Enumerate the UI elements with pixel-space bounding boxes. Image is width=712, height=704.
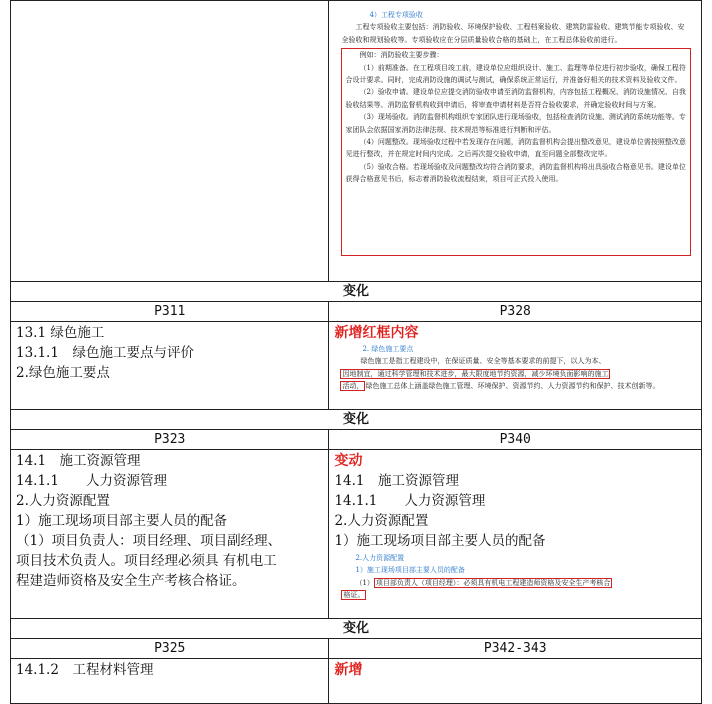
change-note: 新增 — [334, 662, 363, 678]
highlight-box: 活动， — [342, 382, 364, 391]
new-line: 1）施工现场项目部主要人员的配备 — [334, 533, 546, 549]
change-row — [11, 619, 702, 639]
old-line: 14.1.1 人力资源管理 — [16, 473, 167, 489]
old-content-cell — [11, 659, 329, 704]
old-content-cell — [11, 450, 329, 619]
page-header-row — [11, 639, 702, 659]
old-page-number: P311 — [11, 302, 329, 322]
content-row-green-construction — [11, 322, 702, 410]
old-line: 14.1.2 工程材料管理 — [16, 662, 154, 678]
highlight-box: 项目部负责人（项目经理）：必须具有机电工程建造师资格及安全生产考核合 — [375, 578, 611, 587]
change-label: 变化 — [11, 410, 702, 430]
page-header-row — [11, 430, 702, 450]
excerpt-intro: 工程专项验收主要包括：消防验收、环境保护验收、工程档案验收、建筑防雷验收、建筑节能专项验收、安全验收和规划验收等。专项验收应在分层质量验收合格的基础上，在工程总体验收前进行。 — [341, 23, 685, 44]
excerpt-text: 绿色施工总体上涵盖绿色施工管理、环境保护、资源节约、人力资源节约和保护、技术创新等。 — [365, 382, 660, 391]
example-title: 例如：消防验收主要步骤： — [359, 51, 444, 60]
new-page-number: P328 — [329, 302, 702, 322]
change-label: 变化 — [11, 619, 702, 639]
change-note: 新增红框内容 — [334, 325, 419, 341]
excerpt-heading: 2.人力资源配置 — [355, 554, 405, 562]
old-line: 14.1 施工资源管理 — [16, 453, 141, 469]
excerpt-text: （1） — [355, 578, 374, 587]
old-page-number: P325 — [11, 639, 329, 659]
new-line: 14.1.1 人力资源管理 — [334, 493, 486, 509]
new-content-cell — [329, 450, 702, 619]
old-line: 2.人力资源配置 — [16, 493, 110, 509]
comparison-table — [10, 0, 702, 704]
old-content-cell — [11, 322, 329, 410]
old-line: 项目技术负责人。项目经理必须具 有机电工 — [16, 553, 277, 569]
change-note: 变动 — [334, 453, 363, 469]
left-empty-cell — [11, 1, 329, 282]
old-line: 13.1 绿色施工 — [16, 325, 105, 341]
excerpt-heading: 2. 绿色施工要点 — [362, 345, 414, 353]
change-row — [11, 410, 702, 430]
highlight-box: 因地制宜，通过科学管理和技术进步，最大限度地节约资源，减少环境负面影响的施工 — [342, 369, 609, 378]
step-3: （3）现场验收。消防监督机构组织专家团队进行现场验收，包括检查消防设施、测试消防系统功能等。专家团队会依据国家消防法律法规、技术规范等标准进行判断和评估。 — [345, 113, 686, 134]
content-row-resource-management — [11, 450, 702, 619]
old-line: 13.1.1 绿色施工要点与评价 — [16, 345, 194, 361]
excerpt-heading: 4）工程专项验收 — [369, 11, 423, 19]
step-2: （2）验收申请。建设单位应提交消防验收申请至消防监督机构，内容包括工程概况、消防设施情况、自我验收结果等。消防监督机构收到申请后，将审查申请材料是否符合验收要求，并确定验收时间与方案。 — [345, 88, 686, 109]
excerpt-cell-fire-acceptance — [329, 1, 702, 282]
excerpt-text: 绿色施工是指工程建设中，在保证质量、安全等基本要求的前提下，以人为本、 — [360, 357, 606, 366]
content-row-material-management — [11, 659, 702, 704]
step-4: （4）问题整改。现场验收过程中若发现存在问题，消防监督机构会提出整改意见，建设单位需按照整改意见进行整改，并在规定时间内完成。之后再次提交验收申请，直至问题全部整改完毕。 — [345, 138, 686, 159]
new-page-number: P340 — [329, 430, 702, 450]
change-row — [11, 282, 702, 302]
highlight-box: 格证。 — [343, 591, 365, 600]
new-content-cell — [329, 659, 702, 704]
new-content-cell — [329, 322, 702, 410]
excerpt-subheading: 1）施工现场项目部主要人员的配备 — [355, 566, 465, 575]
old-line: 2.绿色施工要点 — [16, 365, 110, 381]
old-page-number: P323 — [11, 430, 329, 450]
old-line: 1）施工现场项目部主要人员的配备 — [16, 513, 228, 529]
row-previous-excerpt — [11, 1, 702, 282]
new-line: 14.1 施工资源管理 — [334, 473, 460, 489]
new-line: 2.人力资源配置 — [334, 513, 429, 529]
old-line: 程建造师资格及安全生产考核合格证。 — [16, 573, 246, 589]
old-line: （1）项目负责人：项目经理、项目副经理、 — [16, 533, 282, 549]
change-label: 变化 — [11, 282, 702, 302]
new-page-number: P342-343 — [329, 639, 702, 659]
page-header-row — [11, 302, 702, 322]
highlight-box-fire-steps — [341, 48, 691, 256]
step-5: （5）验收合格。若现场验收及问题整改均符合消防要求，消防监督机构将出具验收合格意见书。建设单位获得合格意见书后，标志着消防验收流程结束，项目可正式投入使用。 — [345, 162, 686, 184]
step-1: （1）前期准备。在工程项目竣工前，建设单位应组织设计、施工、监理等单位进行初步验收，确保工程符合设计要求。同时，完成消防设施的调试与测试，确保系统正常运行，并准备好相关的技术资料及验收文件。 — [345, 63, 686, 85]
